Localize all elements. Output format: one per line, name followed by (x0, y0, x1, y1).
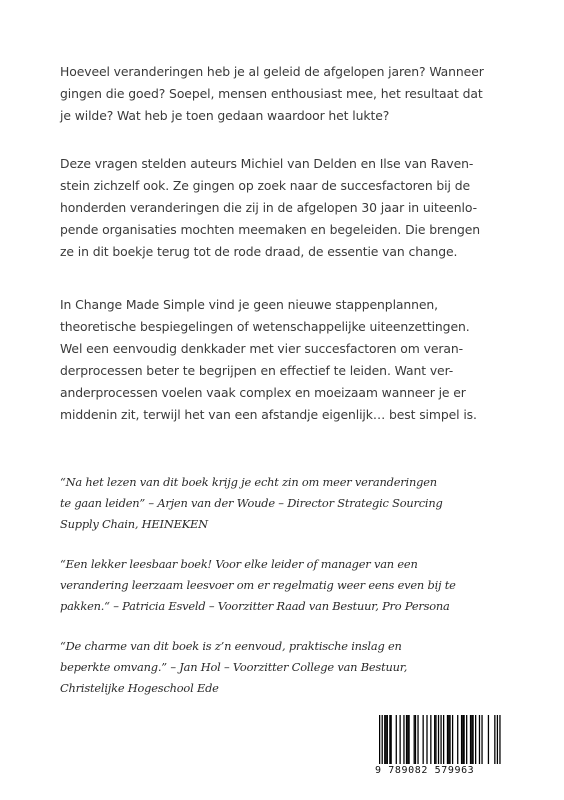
blurb-paragraph-2 (60, 153, 508, 263)
barcode-bar (472, 715, 473, 764)
barcode-bar (379, 715, 380, 771)
quote-line: verandering leerzaam leesvoer om er regelmatig weer eens even bij te (60, 578, 456, 592)
quote-line: Christelijke Hogeschool Ede (60, 681, 219, 695)
barcode-bar (457, 715, 458, 764)
barcode-bar (435, 715, 436, 764)
text-line: pende organisaties mochten meemaken en begeleiden. Die brengen (60, 222, 481, 237)
endorsement-quote-1 (60, 472, 510, 535)
text-line: theoretische bespiegelingen of wetenschappelijke uiteenzettingen. (60, 319, 470, 334)
barcode-bar (399, 715, 400, 764)
barcode-bar (448, 715, 449, 764)
barcode-bar (430, 715, 431, 764)
quote-line: pakken.“ – Patricia Esveld – Voorzitter Raad van Bestuur, Pro Persona (60, 599, 450, 613)
barcode-bar (423, 715, 424, 764)
text-line: derprocessen beter te begrijpen en effectief te leiden. Want ver- (60, 363, 454, 378)
text-line: honderden veranderingen die zij in de afgelopen 30 jaar in uiteenlo- (60, 200, 477, 215)
barcode-bar (387, 715, 388, 764)
text-line: middenin zit, terwijl het van een afstandje eigenlijk… best simpel is. (60, 407, 477, 422)
barcode-bar (382, 715, 383, 771)
text-line: ze in dit boekje terug tot de rode draad, de essentie van change. (60, 244, 458, 259)
barcode-bar (479, 715, 480, 764)
barcode-bar (494, 715, 495, 764)
barcode-bar (461, 715, 462, 764)
quote-line: te gaan leiden” – Arjen van der Woude – Director Strategic Sourcing (60, 496, 443, 510)
endorsement-quote-2 (60, 554, 510, 617)
barcode-bar (463, 715, 464, 764)
barcode-bar (434, 715, 435, 764)
barcode-bar (481, 715, 482, 764)
barcode-bar (384, 715, 385, 764)
barcode-bar (449, 715, 450, 764)
barcode-bar (417, 715, 418, 764)
text-line: Deze vragen stelden auteurs Michiel van Delden en Ilse van Raven- (60, 156, 474, 171)
barcode-bar (406, 715, 407, 764)
barcode-bar (415, 715, 416, 764)
quote-line: “Een lekker leesbaar boek! Voor elke leider of manager van een (60, 557, 418, 571)
text-line: anderprocessen voelen vaak complex en moeizaam wanneer je er (60, 385, 466, 400)
barcode-bar (391, 715, 392, 764)
text-line: Hoeveel veranderingen heb je al geleid de afgelopen jaren? Wanneer (60, 64, 484, 79)
quote-line: Supply Chain, HEINEKEN (60, 517, 208, 531)
barcode-bar (440, 715, 441, 771)
barcode-bar (407, 715, 408, 764)
blurb-paragraph-3 (60, 294, 508, 426)
text-line: stein zichzelf ook. Ze gingen op zoek naar de succesfactoren bij de (60, 178, 470, 193)
barcode-bar (497, 715, 498, 771)
barcode-bar (499, 715, 500, 771)
endorsement-quote-3 (60, 636, 510, 699)
barcode-bar (426, 715, 427, 764)
text-line: In Change Made Simple vind je geen nieuwe stappenplannen, (60, 297, 439, 312)
barcode-bar (475, 715, 476, 764)
isbn-barcode (375, 715, 515, 781)
text-line: Wel een eenvoudig denkkader met vier succesfactoren om veran- (60, 341, 463, 356)
barcode-bar (443, 715, 444, 764)
barcode-bar (462, 715, 463, 764)
barcode-bar (408, 715, 409, 764)
barcode-bar (470, 715, 471, 764)
barcode-bar (438, 715, 439, 771)
barcode-bar (403, 715, 404, 764)
barcode-bar (389, 715, 390, 764)
quote-line: “De charme van dit boek is z’n eenvoud, praktische inslag en (60, 639, 402, 653)
barcode-bar (396, 715, 397, 764)
isbn-digits: 9 789082 579963 (375, 764, 515, 778)
barcode-bar (452, 715, 453, 764)
barcode-bar (488, 715, 489, 764)
barcode-bar (466, 715, 467, 764)
quote-line: “Na het lezen van dit boek krijg je echt zin om meer veranderingen (60, 475, 437, 489)
barcode-bar (471, 715, 472, 764)
text-line: gingen die goed? Soepel, mensen enthousiast mee, het resultaat dat (60, 86, 483, 101)
blurb-paragraph-1 (60, 61, 508, 127)
quote-line: beperkte omvang.” – Jan Hol – Voorzitter College van Bestuur, (60, 660, 408, 674)
text-line: je wilde? Wat heb je toen gedaan waardoor het lukte? (60, 108, 390, 123)
barcode-bar (447, 715, 448, 764)
barcode-bar (414, 715, 415, 764)
barcode-bar (385, 715, 386, 764)
